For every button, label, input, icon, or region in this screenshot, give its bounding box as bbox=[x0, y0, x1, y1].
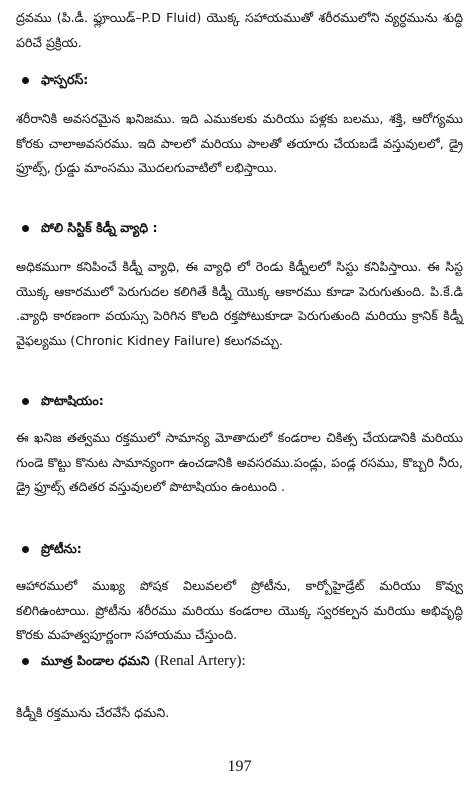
bullet-icon bbox=[22, 398, 29, 405]
heading-text: ప్రోటీను: bbox=[41, 541, 82, 556]
heading-note: (Renal Artery): bbox=[154, 653, 246, 669]
bullet-icon bbox=[22, 77, 29, 84]
section-heading-potassium bbox=[16, 389, 104, 413]
section-body-pkd: అధికముగా కనిపించే కిడ్నీ వ్యాధి, ఈ వ్యాధి లో రెండు కిడ్నీలలో సిస్టు కనిపిస్తాయి. ఈ సిస్ట యొక్క ఆకారములో పెరుగుదల కలిగితే కిడ్నీ యొక్క ఆకారము కూడా పెరుగుతుంది. పి.కే.డి .వ్యాధి కారణంగా వయస్సు పెరిగిన కొలది రక్తపోటుకూడా పెరుగుతుంది మరియు క్రానిక్ కిడ్నీ వైఫల్యము (Chronic Kidney Failure) కలుగవచ్చు. bbox=[16, 259, 463, 348]
heading-text: పోలి సిస్టిక్ కిడ్నీ వ్యాధి : bbox=[41, 220, 158, 235]
section-heading-protein bbox=[16, 537, 82, 561]
heading-text: పొటాషియం: bbox=[41, 393, 104, 408]
section-heading-renal-artery bbox=[16, 649, 246, 673]
intro-paragraph: ద్రవము (పి.డీ. ఫ్లూయిడ్–P.D Fluid) యొక్క సహాయముతో శరీరములోని వ్యర్ధమును శుద్ధి పరిచే ప్రక్రియ. bbox=[16, 10, 463, 50]
bullet-icon bbox=[22, 546, 29, 553]
section-body-phosphorus: శరీరానికి అవసరమైన ఖనిజము. ఇది ఎముకలకు మరియు పళ్లకు బలము, శక్తి, ఆరోగ్యము కోరకు చాలాఅవసరము. ఇది పాలలో మరియు పాలతో తయారు చేయబడే వస్తువులలో, డ్రై ఫ్రూట్స్, గ్రుడ్డు మాంసము మొదలగువాటిలో లభిస్తాయి. bbox=[16, 111, 463, 175]
heading-text: మూత్ర పిండాల ధమని bbox=[41, 653, 150, 668]
section-heading-phosphorus bbox=[16, 68, 88, 92]
section-body-renal-artery: కిడ్నీకి రక్తమును చేరవేసే ధమని. bbox=[16, 705, 170, 720]
heading-text: ఫాస్పరస్: bbox=[41, 72, 89, 87]
section-heading-pkd bbox=[16, 216, 158, 240]
page-number: 197 bbox=[227, 758, 252, 775]
document-page bbox=[16, 6, 463, 796]
section-body-protein: ఆహారములో ముఖ్య పోషక విలువలలో ప్రోటీను, కార్బోహైడ్రేట్ మరియు కొవ్వు కలిగిఉంటాయి. ప్రోటీను శరీరము మరియు కండరాల యొక్క స్వరకల్పన మరియు అభివృద్ధి కొరకు మహత్వపూర్ణంగా సహాయము చేస్తుంది. bbox=[16, 578, 463, 642]
bullet-icon bbox=[22, 658, 29, 665]
bullet-icon bbox=[22, 225, 29, 232]
section-body-potassium: ఈ ఖనిజ తత్వము రక్తములో సామాన్య మోతాదులో కండరాల చికిత్స చేయడానికి మరియు గుండె కొట్టు కొనుట సామాన్యంగా ఉంచడానికి అవసరము.పండ్లు, పండ్ల రసము, కొబ్బరి నీరు, డ్రై ఫ్రూట్స్ తదితర వస్తువులలో పొటాషియం ఉంటుంది . bbox=[16, 430, 463, 494]
